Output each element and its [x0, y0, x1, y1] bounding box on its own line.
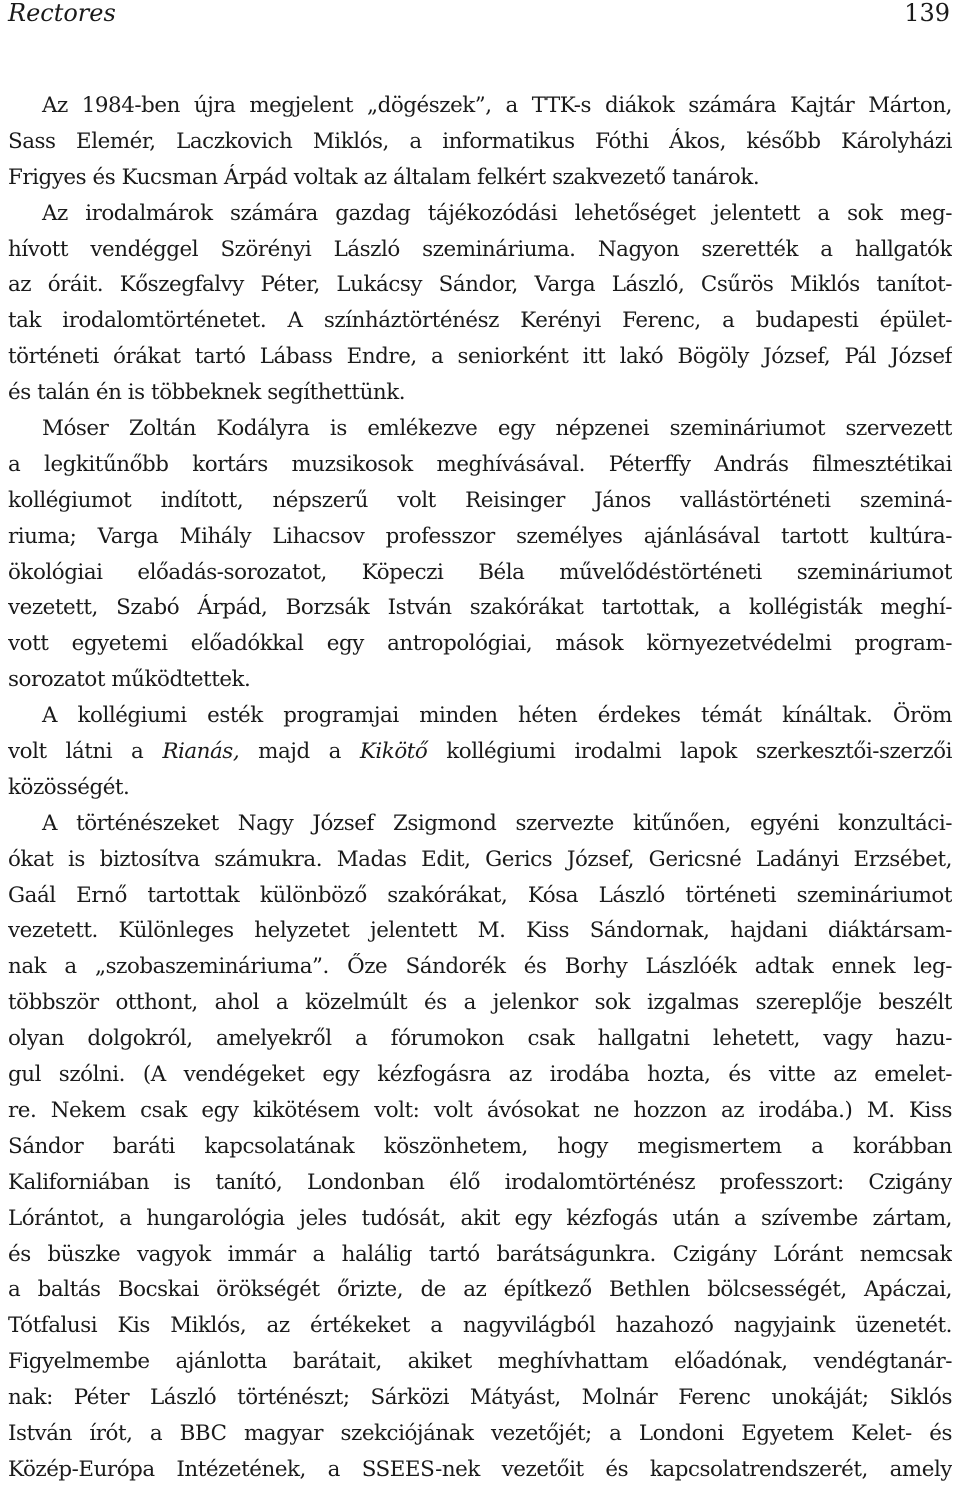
text-line: ökológiai előadás-sorozatot, Köpeczi Béla művelődéstörténeti szemináriumot: [8, 559, 952, 585]
text-span: volt látni a: [8, 739, 163, 765]
text-line: Az 1984-ben újra megjelent „dögészek”, a TTK-s diákok számára Kajtár Márton,: [42, 93, 952, 118]
text-line: nak a „szobaszemináriuma”. Őze Sándorék és Borhy Lászlóék adtak ennek leg-: [8, 954, 952, 980]
italic-title: Rianás,: [162, 739, 240, 765]
text-line: a baltás Bocskai örökségét őrizte, de az építkező Bethlen bölcsességét, Apáczai,: [8, 1277, 952, 1303]
text-line: gul szólni. (A vendégeket egy kézfogásra az irodába hozta, és vitte az emelet-: [8, 1062, 952, 1088]
text-line: Frigyes és Kucsman Árpád voltak az általam felkért szakvezető tanárok.: [8, 164, 760, 190]
text-line: vezetett, Szabó Árpád, Borzsák István szakórákat tartottak, a kollégisták meghí-: [8, 595, 952, 621]
text-line: kollégiumot indított, népszerű volt Reisinger János vallástörténeti szeminá-: [8, 487, 952, 513]
text-line: Sass Elemér, Laczkovich Miklós, a informatikus Fóthi Ákos, később Károlyházi: [8, 128, 952, 154]
text-line: Gaál Ernő tartottak különböző szakórákat, Kósa László történeti szemináriumot: [8, 882, 952, 908]
text-line: Az irodalmárok számára gazdag tájékozódási lehetőséget jelentett a sok meg-: [42, 200, 952, 226]
text-line: riuma; Varga Mihály Lihacsov professzor személyes ajánlásával tartott kultúra-: [8, 523, 952, 549]
text-line: Kaliforniában is tanító, Londonban élő irodalomtörténész professzort: Czigány: [8, 1169, 952, 1195]
text-line: a legkitűnőbb kortárs muzsikosok meghívásával. Péterffy András filmesztétikai: [8, 451, 952, 477]
text-line: nak: Péter László történészt; Sárközi Mátyást, Molnár Ferenc unokáját; Siklós: [8, 1385, 952, 1411]
body-text: [8, 88, 952, 1488]
text-line: István írót, a BBC magyar szekciójának vezetőjét; a Londoni Egyetem Kelet- és: [8, 1420, 952, 1446]
text-line: közösségét.: [8, 774, 130, 800]
text-line: [8, 734, 952, 770]
text-span: majd a: [239, 739, 360, 765]
text-line: vott egyetemi előadókkal egy antropológiai, mások környezetvédelmi program-: [8, 631, 952, 657]
text-line: Tótfalusi Kis Miklós, az értékeket a nagyvilágból hazahozó nagyjaink üzenetét.: [8, 1313, 952, 1339]
text-line: többször otthont, ahol a közelmúlt és a jelenkor sok izgalmas szereplője beszélt: [8, 990, 952, 1016]
running-head: Rectores: [8, 0, 116, 27]
text-line: Sándor baráti kapcsolatának köszönhetem, hogy megismertem a korábban: [8, 1133, 952, 1159]
text-line: ókat is biztosítva számukra. Madas Edit, Gerics József, Gericsné Ladányi Erzsébet,: [8, 846, 952, 872]
text-line: tak irodalomtörténetet. A színháztörténész Kerényi Ferenc, a budapesti épület-: [8, 308, 952, 334]
italic-title: Kikötő: [359, 739, 428, 765]
text-line: Közép-Európa Intézetének, a SSEES-nek vezetőit és kapcsolatrendszerét, amely: [8, 1456, 952, 1482]
text-line: sorozatot működtettek.: [8, 667, 251, 693]
text-line: Lórántot, a hungarológia jeles tudósát, akit egy kézfogás után a szívembe zártam,: [8, 1205, 952, 1231]
text-line: az óráit. Kőszegfalvy Péter, Lukácsy Sándor, Varga László, Csűrös Miklós tanítot-: [8, 272, 952, 298]
page-number: 139: [904, 0, 950, 27]
page-header: [8, 0, 952, 34]
text-line: re. Nekem csak egy kikötésem volt: volt ávósokat ne hozzon az irodába.) M. Kiss: [8, 1097, 952, 1123]
text-line: történeti órákat tartó Lábass Endre, a seniorként itt lakó Bögöly József, Pál József: [8, 344, 952, 370]
text-line: A kollégiumi esték programjai minden héten érdekes témát kínáltak. Öröm: [42, 703, 952, 729]
text-line: olyan dolgokról, amelyekről a fórumokon csak hallgatni lehetett, vagy hazu-: [8, 1026, 952, 1052]
text-line: Figyelmembe ajánlotta barátait, akiket meghívhattam előadónak, vendégtanár-: [8, 1349, 952, 1375]
text-line: hívott vendéggel Szörényi László szemináriuma. Nagyon szerették a hallgatók: [8, 236, 952, 262]
text-line: A történészeket Nagy József Zsigmond szervezte kitűnően, egyéni konzultáci-: [42, 810, 952, 836]
text-span: kollégiumi irodalmi lapok szerkesztői-szerzői: [427, 739, 952, 765]
text-line: és talán én is többeknek segíthettünk.: [8, 380, 406, 406]
text-line: vezetett. Különleges helyzetet jelentett M. Kiss Sándornak, hajdani diáktársam-: [8, 918, 952, 944]
text-line: Móser Zoltán Kodályra is emlékezve egy népzenei szemináriumot szervezett: [42, 416, 952, 442]
text-line: és büszke vagyok immár a halálig tartó barátságunkra. Czigány Lóránt nemcsak: [8, 1241, 952, 1267]
